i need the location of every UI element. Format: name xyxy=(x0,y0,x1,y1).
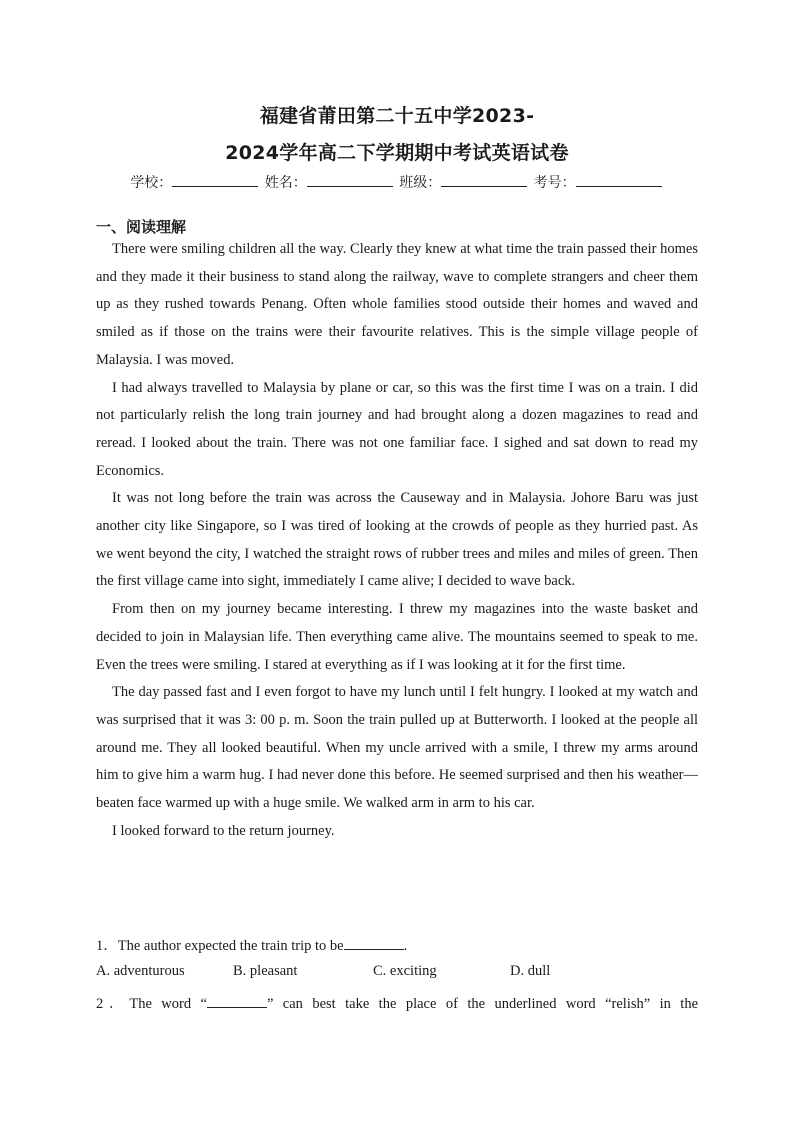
question-1 xyxy=(96,934,698,955)
question-1-options xyxy=(96,963,698,980)
passage-paragraph: I had always travelled to Malaysia by plane or car, so this was the first time I was on a train. I did not particularly relish the long train journey and had brought along a dozen magazines to read and reread. I looked about the train. There was not one familiar face. I sighed and sat down to read my Economics. xyxy=(96,379,698,479)
question-2 xyxy=(96,992,698,1013)
passage-paragraph: There were smiling children all the way. Clearly they knew at what time the train passed their homes and they made it their business to stand along the railway, wave to complete strangers and cheer them up as they rushed towards Penang. Often whole families stood outside their homes and waved and smiled as if those on the trains were their favourite relatives. This is the simple village people of Malaysia. I was moved. xyxy=(96,241,698,368)
option-d[interactable]: D. dull xyxy=(510,963,551,979)
question-2-stem: 2．The word “ xyxy=(96,996,207,1012)
section-heading: 一、阅读理解 xyxy=(96,218,187,236)
school-label: 学校： xyxy=(130,175,173,191)
class-blank[interactable] xyxy=(441,174,527,187)
question-1-end: . xyxy=(403,938,408,954)
passage-paragraph: It was not long before the train was across the Causeway and in Malaysia. Johore Baru was just another city like Singapore, so I was tired of looking at the crowds of people as they hurried past. As we went beyond the city, I watched the straight rows of rubber trees and miles and miles of green. Then the first village came into sight, immediately I came alive; I decided to wave back. xyxy=(96,490,698,590)
option-a[interactable]: A. adventurous xyxy=(96,963,185,979)
student-info-row xyxy=(0,172,794,192)
question-2-rest: ” can best take the place of the underlined word “relish” in the xyxy=(266,996,699,1012)
name-label: 姓名： xyxy=(264,175,307,191)
exam-number-blank[interactable] xyxy=(576,174,662,187)
passage-paragraph: The day passed fast and I even forgot to have my lunch until I felt hungry. I looked at my watch and was surprised that it was 3: 00 p. m. Soon the train pulled up at Butterworth. I looked at the people all around me. They all looked beautiful. When my uncle arrived with a smile, I threw my arms around him to give him a warm hug. I had never done this before. He seemed surprised and then his weather—beaten face warmed up with a huge smile. We walked arm in arm to his car. xyxy=(96,684,698,812)
passage-paragraph: From then on my journey became interesting. I threw my magazines into the waste basket and decided to join in Malaysian life. Then everything came alive. The mountains seemed to speak to me. Even the trees were smiling. I stared at everything as if I was looking at it for the first time. xyxy=(96,601,698,673)
option-c[interactable]: C. exciting xyxy=(373,963,437,979)
name-blank[interactable] xyxy=(307,174,393,187)
exam-number-label: 考号： xyxy=(533,175,576,191)
passage-paragraph: I looked forward to the return journey. xyxy=(112,822,335,839)
reading-passage xyxy=(96,236,698,845)
question-1-blank[interactable] xyxy=(344,937,404,950)
class-label: 班级： xyxy=(399,175,442,191)
exam-title-line2: 2024学年高二下学期期中考试英语试卷 xyxy=(225,142,569,164)
school-blank[interactable] xyxy=(172,174,258,187)
question-1-stem: 1．The author expected the train trip to be xyxy=(96,938,344,954)
option-b[interactable]: B. pleasant xyxy=(233,963,298,979)
exam-title-line1: 福建省莆田第二十五中学2023- xyxy=(259,105,535,127)
question-2-blank[interactable] xyxy=(207,995,267,1008)
